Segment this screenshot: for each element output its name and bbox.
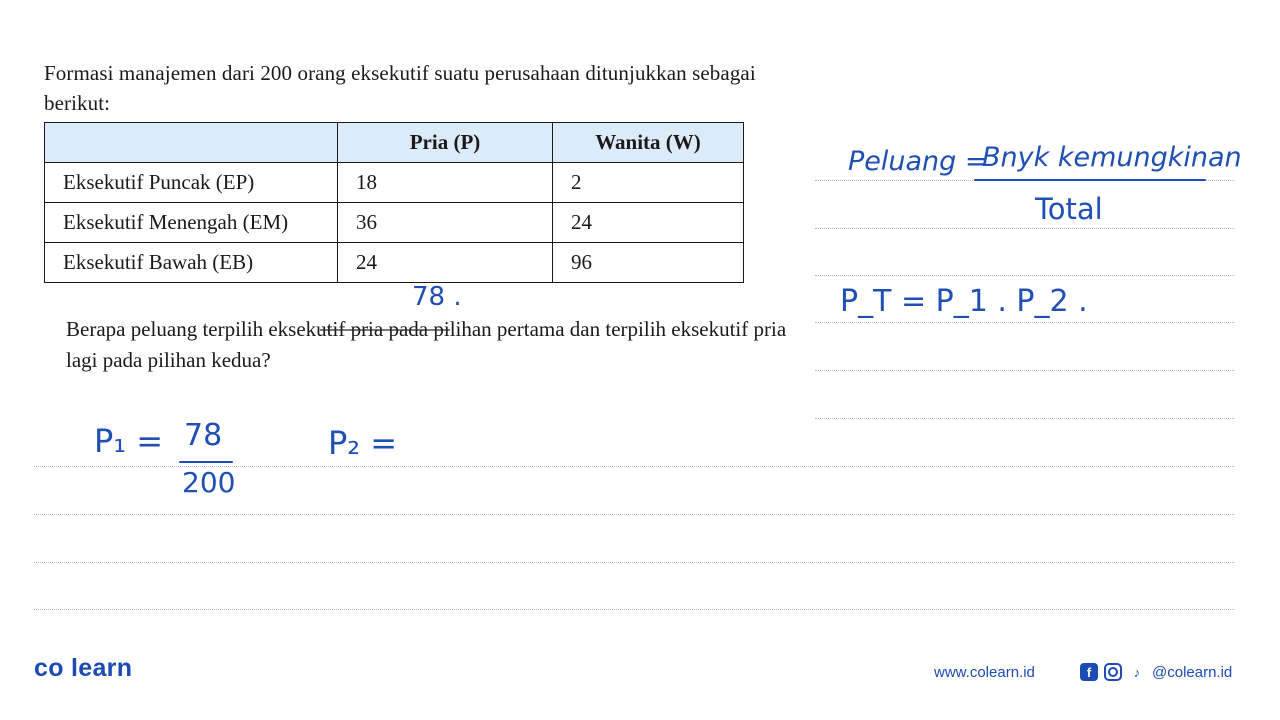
table-cell: 36 [338,203,553,243]
table-header-wanita: Wanita (W) [553,123,744,163]
table-cell: Eksekutif Menengah (EM) [45,203,338,243]
social-links [1080,663,1232,681]
social-handle[interactable]: @colearn.id [1152,663,1233,681]
question-text: Berapa peluang terpilih eksekutif pria pada pilihan pertama dan terpilih eksekutif pria lagi pada pilihan kedua? [66,317,787,372]
handwritten-p2-label: P₂ = [328,424,398,462]
footer-url[interactable]: www.colearn.id [934,664,1035,681]
handwritten-p1-label: P₁ = [94,422,164,460]
table-cell: Eksekutif Puncak (EP) [45,163,338,203]
table-cell: 18 [338,163,553,203]
handwritten-p1-denominator: 200 [182,466,236,499]
table-cell: 96 [553,243,744,283]
table-cell: 24 [553,203,744,243]
instagram-icon[interactable] [1104,663,1122,681]
problem-intro: Formasi manajemen dari 200 orang eksekutif suatu perusahaan ditunjukkan sebagai berikut: [44,61,756,115]
handwritten-pt-formula: P_T = P_1 . P_2 . [840,284,1088,319]
handwritten-formula-numerator: Bnyk kemungkinan [982,142,1242,173]
table-cell: 2 [553,163,744,203]
handwritten-formula-denominator: Total [1035,192,1103,226]
table-cell: 24 [338,243,553,283]
handwritten-formula-lhs: Peluang = [848,146,988,177]
handwritten-p1-numerator: 78 [184,418,223,453]
tiktok-icon[interactable]: ♪ [1133,664,1141,680]
facebook-icon[interactable]: f [1080,663,1098,681]
table-cell: Eksekutif Bawah (EB) [45,243,338,283]
table-header-pria: Pria (P) [338,123,553,163]
handwritten-sum-note: 78 . [412,282,462,312]
colearn-logo: co learn [34,654,133,682]
